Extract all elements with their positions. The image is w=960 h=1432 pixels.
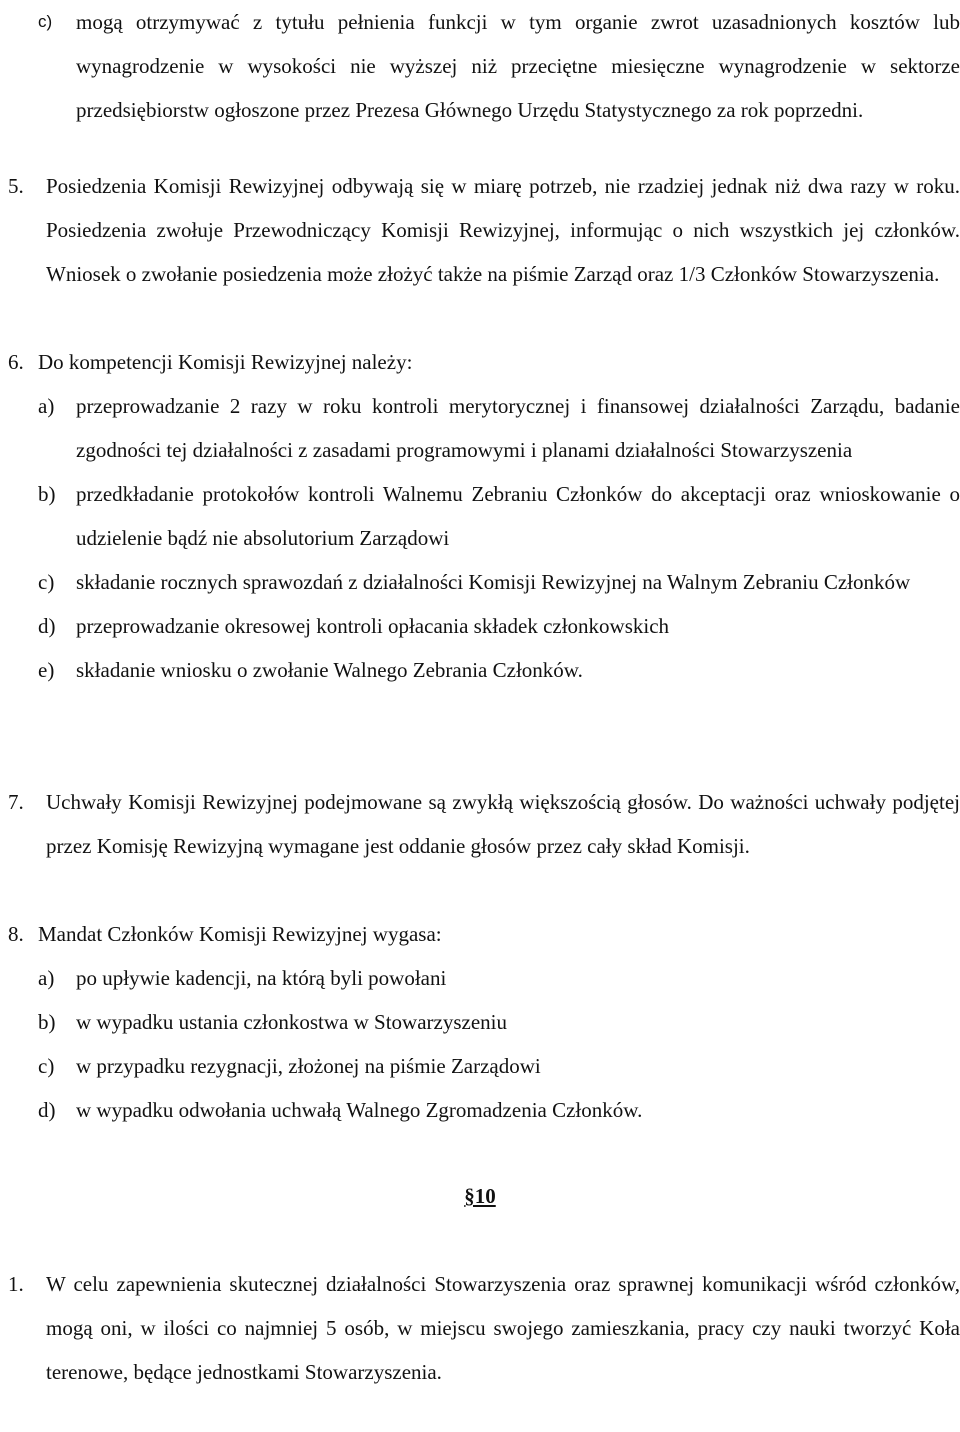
list-item: [38, 1000, 960, 1044]
list-item: [38, 1044, 960, 1088]
point-text: Uchwały Komisji Rewizyjnej podejmowane są zwykłą większością głosów. Do ważności uchwały podjętej przez Komisję Rewizyjną wymagane jest oddanie głosów przez cały skład Komisji.: [46, 790, 960, 858]
point-number: 7.: [8, 790, 24, 814]
item-label: b): [38, 482, 56, 506]
item-label: d): [38, 1098, 56, 1122]
item-text: w przypadku rezygnacji, złożonej na piśmie Zarządowi: [76, 1054, 541, 1078]
point-text: Posiedzenia Komisji Rewizyjnej odbywają się w miarę potrzeb, nie rzadziej jednak niż dwa razy w roku. Posiedzenia zwołuje Przewodniczący Komisji Rewizyjnej, informując o nich wszystkich jej członków. Wniosek o zwołanie posiedzenia może złożyć także na piśmie Zarząd oraz 1/3 Członków Stowarzyszenia.: [46, 174, 960, 286]
item-text: składanie rocznych sprawozdań z działalności Komisji Rewizyjnej na Walnym Zebraniu Członków: [76, 570, 911, 594]
paragraph-point-7: [8, 780, 960, 868]
section-heading: §10: [464, 1184, 496, 1208]
list-item-c-compensation: [38, 0, 960, 132]
list-item: [38, 384, 960, 472]
point-number: 8.: [8, 922, 24, 946]
paragraph-point-8: [8, 912, 960, 956]
item-text: przeprowadzanie 2 razy w roku kontroli merytorycznej i finansowej działalności Zarządu, badanie zgodności tej działalności z zasadami programowymi i planami działalności Stowarzyszenia: [76, 394, 960, 462]
list-item: [38, 604, 960, 648]
point-number: 6.: [8, 350, 24, 374]
item-label: c): [38, 570, 55, 594]
paragraph-section-10-point-1: [8, 1262, 960, 1394]
item-label: d): [38, 614, 56, 638]
item-label: e): [38, 658, 55, 682]
point-text: Mandat Członków Komisji Rewizyjnej wygasa:: [38, 922, 442, 946]
point-text: Do kompetencji Komisji Rewizyjnej należy:: [38, 350, 413, 374]
point-6-list: [38, 384, 960, 692]
list-item: [38, 472, 960, 560]
point-number: 1.: [8, 1272, 24, 1296]
item-text: w wypadku ustania członkostwa w Stowarzyszeniu: [76, 1010, 507, 1034]
point-text: W celu zapewnienia skutecznej działalności Stowarzyszenia oraz sprawnej komunikacji wśród członków, mogą oni, w ilości co najmniej 5 osób, w miejscu swojego zamieszkania, pracy czy nauki tworzyć Koła terenowe, będące jednostkami Stowarzyszenia.: [46, 1272, 960, 1384]
item-label: c): [38, 12, 53, 31]
item-label: c): [38, 1054, 55, 1078]
point-number: 5.: [8, 174, 24, 198]
item-text: po upływie kadencji, na którą byli powołani: [76, 966, 447, 990]
item-text: składanie wniosku o zwołanie Walnego Zebrania Członków.: [76, 658, 583, 682]
paragraph-point-5: [8, 164, 960, 296]
list-item: [38, 560, 960, 604]
item-text: przedkładanie protokołów kontroli Walnemu Zebraniu Członków do akceptacji oraz wnioskowanie o udzielenie bądź nie absolutorium Zarządowi: [76, 482, 960, 550]
item-text: mogą otrzymywać z tytułu pełnienia funkcji w tym organie zwrot uzasadnionych kosztów lub wynagrodzenie w wysokości nie wyższej niż przeciętne miesięczne wynagrodzenie w sektorze przedsiębiorstw ogłoszone przez Prezesa Głównego Urzędu Statystycznego za rok poprzedni.: [76, 10, 960, 122]
list-item: [38, 956, 960, 1000]
item-label: b): [38, 1010, 56, 1034]
paragraph-point-6: [8, 340, 960, 384]
item-label: a): [38, 394, 55, 418]
item-text: przeprowadzanie okresowej kontroli opłacania składek członkowskich: [76, 614, 670, 638]
item-label: a): [38, 966, 55, 990]
point-8-list: [38, 956, 960, 1132]
list-item: [38, 648, 960, 692]
item-text: w wypadku odwołania uchwałą Walnego Zgromadzenia Członków.: [76, 1098, 643, 1122]
list-item: [38, 1088, 960, 1132]
